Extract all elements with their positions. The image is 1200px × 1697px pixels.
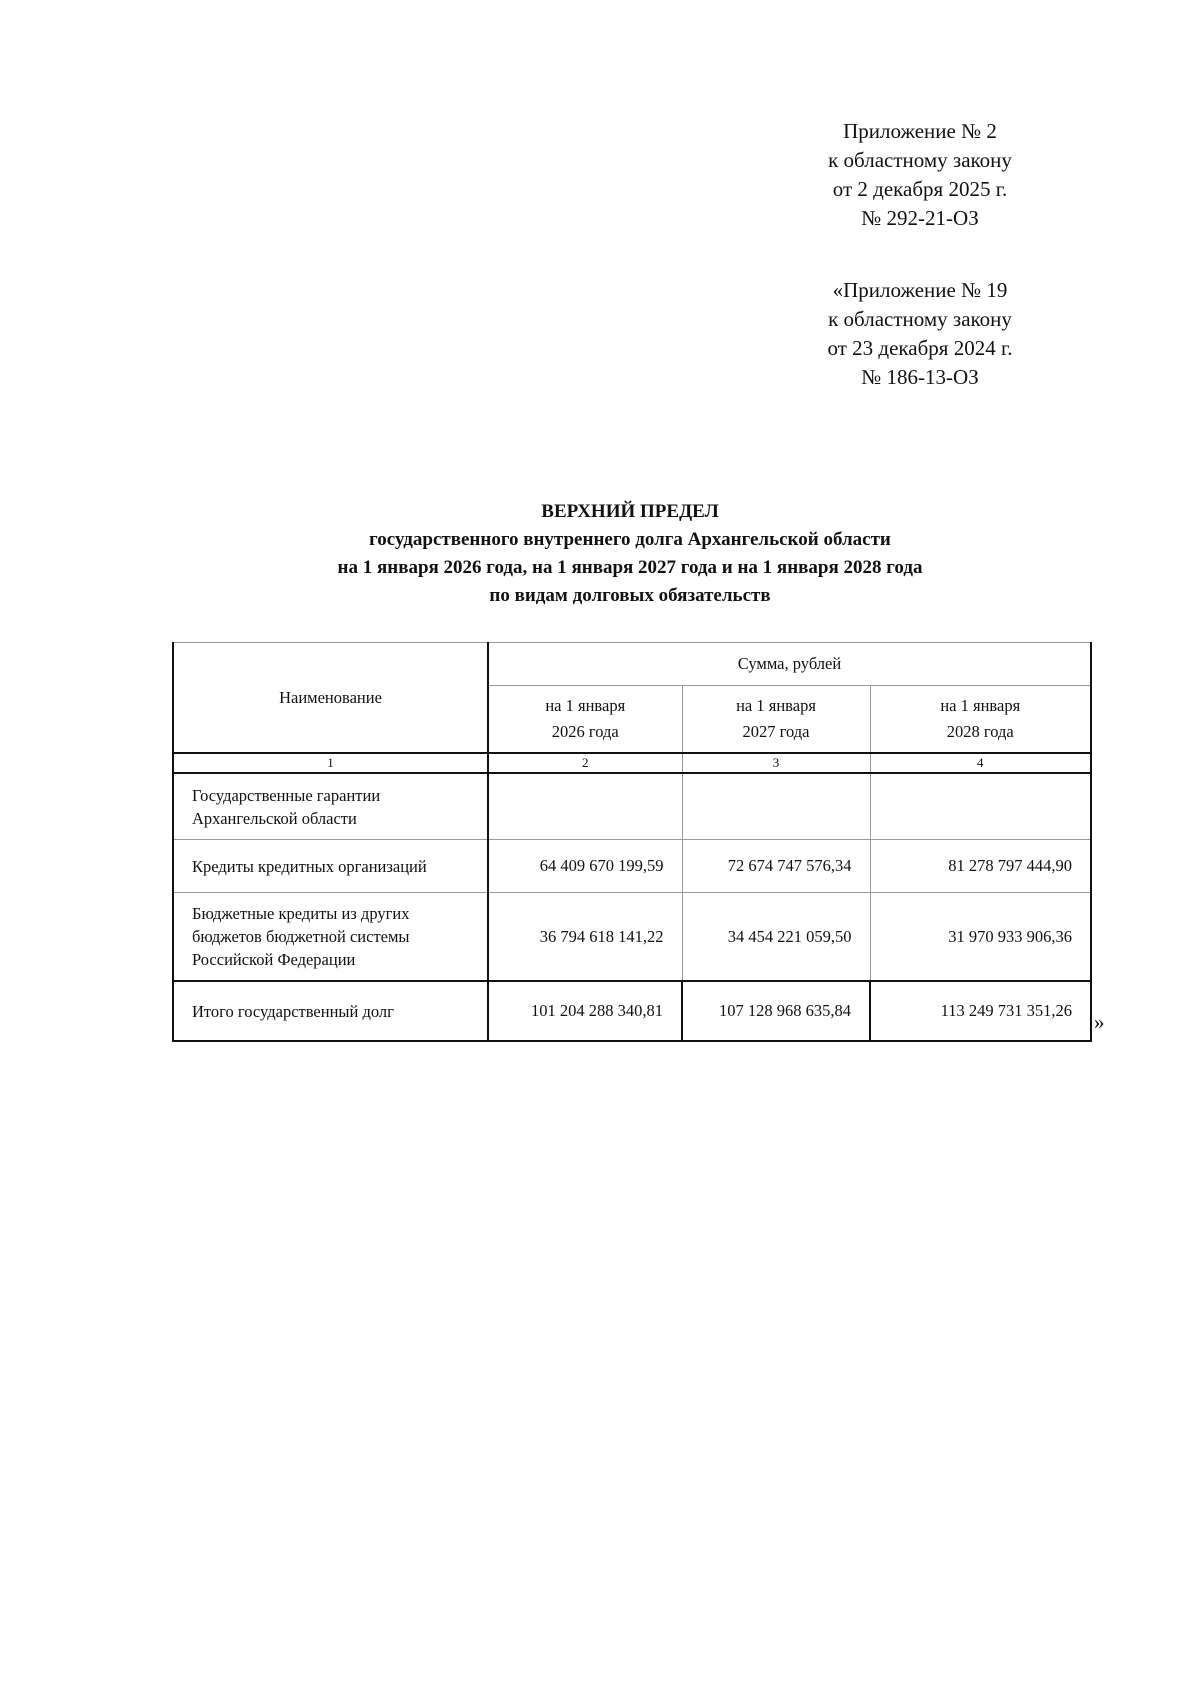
debt-limit-table	[172, 642, 1092, 1042]
header-date-2026	[488, 686, 682, 754]
value-2027	[682, 773, 870, 840]
table-row-bank-credits	[173, 840, 1091, 893]
appendix-law-number: № 186-13-ОЗ	[861, 365, 979, 389]
value-2026: 64 409 670 199,59	[488, 840, 682, 893]
column-number-row	[173, 753, 1091, 773]
row-name: Кредиты кредитных организаций	[173, 840, 488, 893]
appendix-law-line: к областному закону	[828, 148, 1012, 172]
value-2028: 31 970 933 906,36	[870, 893, 1091, 982]
header-date-line: на 1 января	[545, 696, 626, 715]
total-2026: 101 204 288 340,81	[488, 981, 682, 1041]
column-number: 4	[870, 753, 1091, 773]
title-line-4: по видам долговых обязательств	[489, 585, 771, 606]
closing-quote: »	[1094, 1010, 1105, 1034]
document-title	[170, 498, 1090, 610]
appendix-number: «Приложение № 19	[832, 278, 1008, 302]
value-2028: 81 278 797 444,90	[870, 840, 1091, 893]
appendix-reference-current	[800, 117, 1040, 233]
table-row-guarantees	[173, 773, 1091, 840]
column-number: 1	[173, 753, 488, 773]
header-date-line: на 1 января	[736, 696, 816, 715]
value-2026: 36 794 618 141,22	[488, 893, 682, 982]
value-2027: 72 674 747 576,34	[682, 840, 870, 893]
table-row-total	[173, 981, 1091, 1041]
appendix-number: Приложение № 2	[843, 119, 997, 143]
column-number: 2	[488, 753, 682, 773]
header-sum: Сумма, рублей	[488, 643, 1091, 686]
value-2028	[870, 773, 1091, 840]
title-line-1: ВЕРХНИЙ ПРЕДЕЛ	[541, 501, 719, 522]
header-date-2028	[870, 686, 1091, 754]
table-header-row	[173, 643, 1091, 686]
row-name-line: Государственные гарантии	[192, 785, 381, 805]
row-name	[173, 773, 488, 840]
title-line-2: государственного внутреннего долга Архангельской области	[369, 529, 891, 550]
header-date-year: 2028 года	[946, 722, 1014, 741]
header-date-year: 2026 года	[551, 722, 619, 741]
header-date-line: на 1 января	[940, 696, 1021, 715]
value-2027: 34 454 221 059,50	[682, 893, 870, 982]
appendix-law-line: к областному закону	[828, 307, 1012, 331]
column-number: 3	[682, 753, 870, 773]
total-label: Итого государственный долг	[173, 981, 488, 1041]
header-date-year: 2027 года	[742, 722, 810, 741]
value-2026	[488, 773, 682, 840]
header-name: Наименование	[173, 643, 488, 754]
row-name-line: Российской Федерации	[192, 950, 356, 969]
row-name-line: бюджетов бюджетной системы	[192, 927, 410, 946]
row-name-line: Бюджетные кредиты из других	[192, 904, 410, 923]
row-name	[173, 893, 488, 982]
total-2027: 107 128 968 635,84	[682, 981, 870, 1041]
appendix-date: от 23 декабря 2024 г.	[827, 336, 1013, 360]
appendix-date: от 2 декабря 2025 г.	[832, 177, 1008, 201]
appendix-reference-amended	[800, 276, 1040, 392]
appendix-law-number: № 292-21-ОЗ	[861, 206, 979, 230]
table-row-budget-credits	[173, 893, 1091, 982]
row-name-line: Архангельской области	[192, 808, 357, 828]
total-2028: 113 249 731 351,26	[870, 981, 1091, 1041]
header-date-2027	[682, 686, 870, 754]
title-line-3: на 1 января 2026 года, на 1 января 2027 года и на 1 января 2028 года	[337, 557, 923, 578]
